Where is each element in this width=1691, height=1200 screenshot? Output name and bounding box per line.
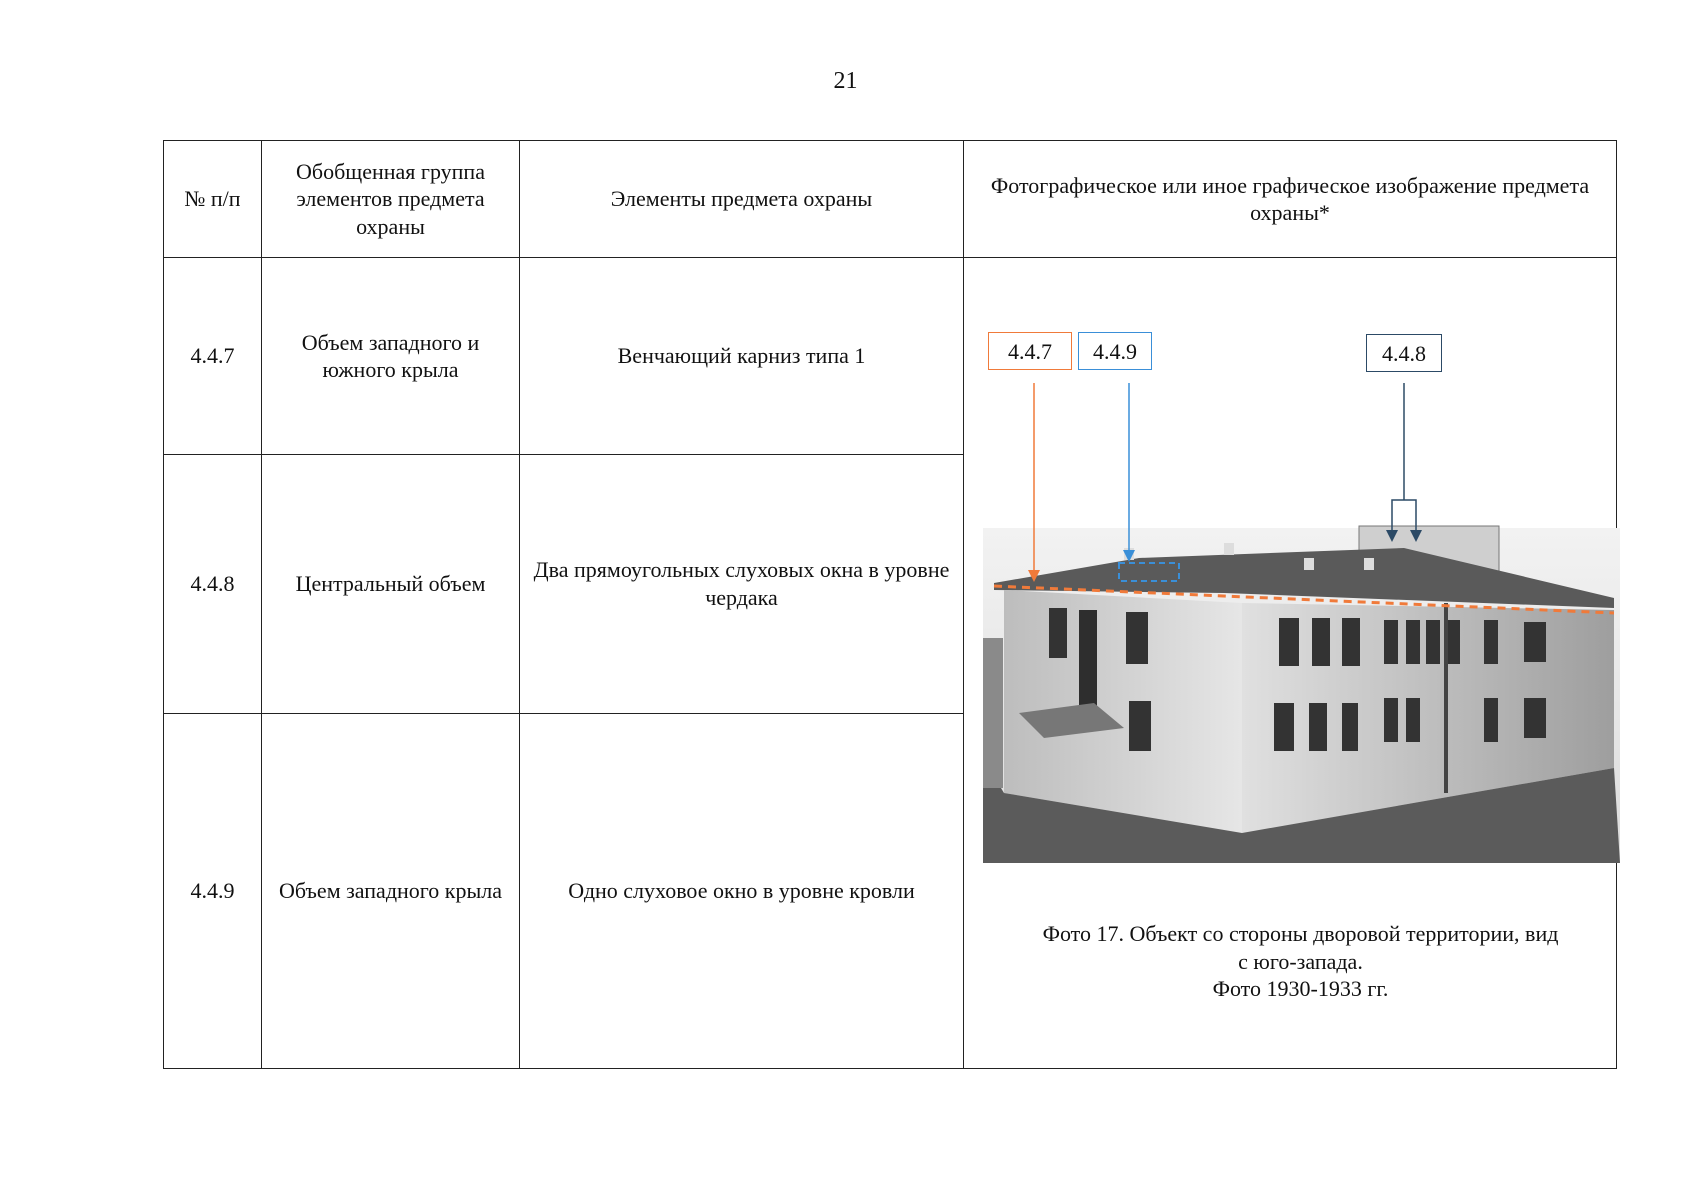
photo-caption: [994, 920, 1607, 1003]
tag-4-4-7: 4.4.7: [988, 332, 1072, 370]
row-element: Венчающий карниз типа 1: [520, 258, 964, 455]
row-group: Объем западного и южного крыла: [262, 258, 520, 455]
tag-4-4-8: 4.4.8: [1366, 334, 1442, 372]
caption-line-3: Фото 1930-1933 гг.: [1212, 976, 1389, 1001]
row-element: Два прямоугольных слуховых окна в уровне чердака: [520, 455, 964, 713]
page-number: 21: [833, 68, 858, 94]
table-header-row: [164, 141, 1617, 258]
row-num: 4.4.7: [164, 258, 262, 455]
row-num: 4.4.9: [164, 713, 262, 1068]
header-image: Фотографическое или иное графическое изображение предмета охраны*: [964, 141, 1617, 258]
table-row: [164, 258, 1617, 455]
row-num: 4.4.8: [164, 455, 262, 713]
header-num: № п/п: [164, 141, 262, 258]
row-group: Объем западного крыла: [262, 713, 520, 1068]
row-element: Одно слуховое окно в уровне кровли: [520, 713, 964, 1068]
protection-elements-table: [163, 140, 1617, 1069]
tag-4-4-9: 4.4.9: [1078, 332, 1152, 370]
caption-line-2: с юго-запада.: [1238, 948, 1363, 974]
header-group: Обобщенная группа элементов предмета охраны: [262, 141, 520, 258]
figure: [974, 258, 1627, 1068]
image-cell: [964, 258, 1617, 1069]
caption-line-1: Фото 17. Объект со стороны дворовой территории, вид: [1042, 921, 1559, 946]
row-group: Центральный объем: [262, 455, 520, 713]
header-elements: Элементы предмета охраны: [520, 141, 964, 258]
